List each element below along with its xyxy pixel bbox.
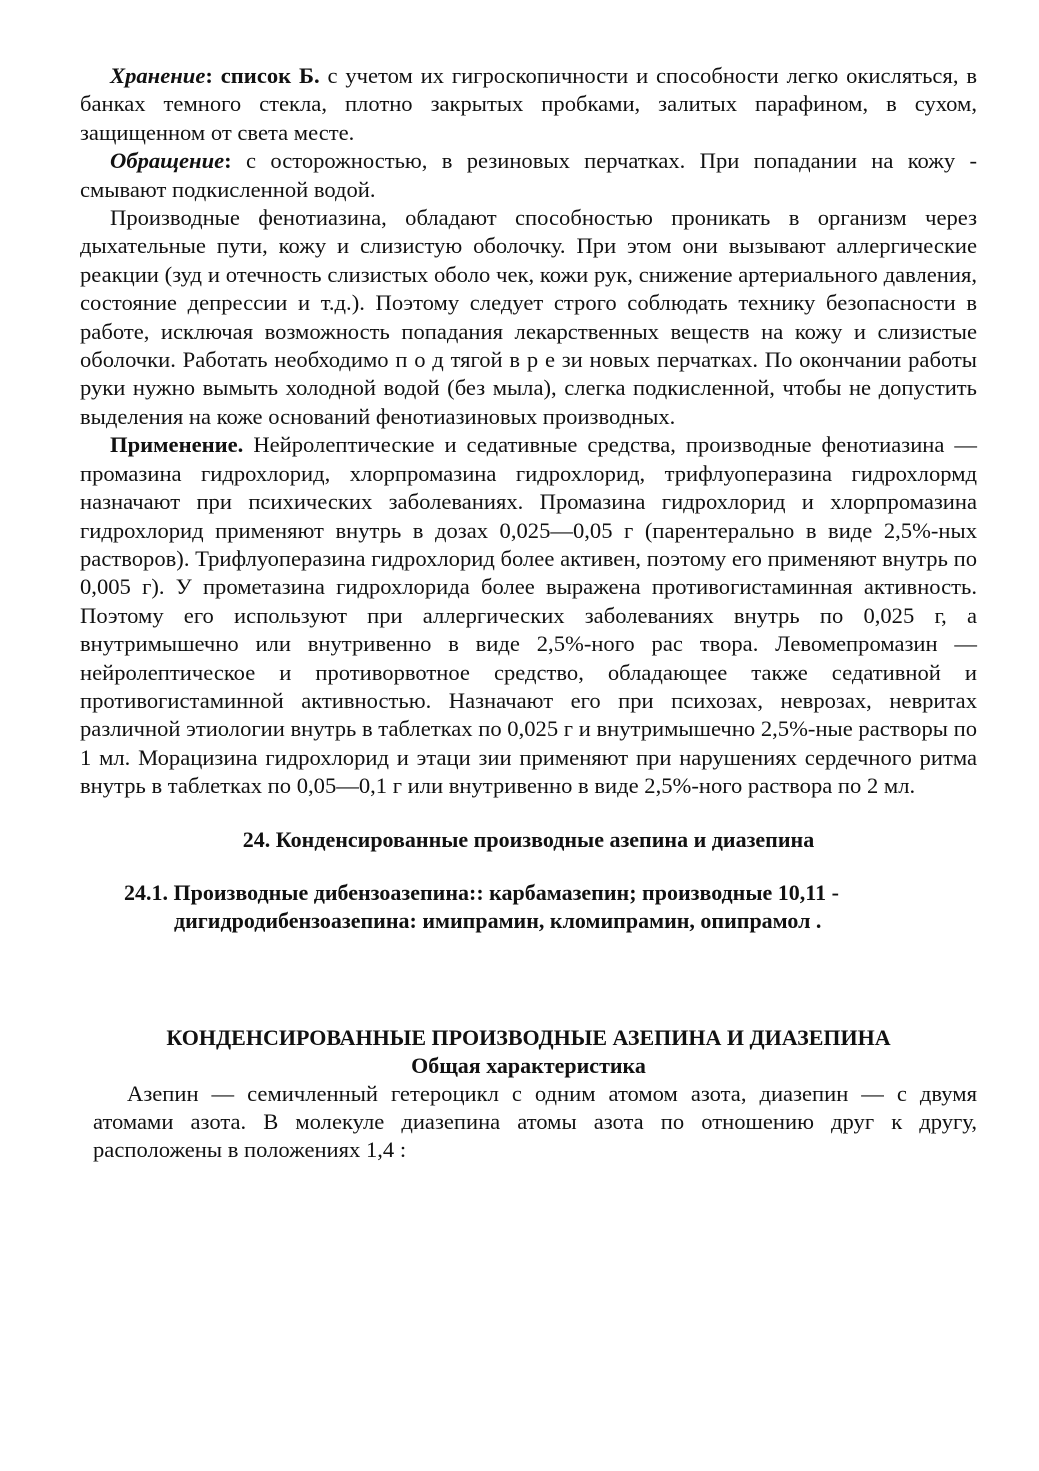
application-text: Нейролептические и седативные средства, производные фенотиазина — промазина гидрохлорид, хлорпромазина гидрохлорид, трифлуоперазина гидрохлормд назначают при психических заболеваниях. Промазина гидрохлорид и хлорпромазина гидрохлорид применяют внутрь в дозах 0,025—0,05 г (парентерально в виде 2,5%-ных растворов). Трифлуоперазина гидрохлорид более активен, поэтому его применяют внутрь по 0,005 г). У прометазина гидрохлорида более выражена противогистаминная активность. Поэтому его используют при аллергических заболеваниях внутрь по 0,025 г, а внутримышечно или внутривенно в виде 2,5%-ного рас твора. Левомепромазин — нейролептическое и противорвотное средство, обладающее также седативной и противогистаминной активностью. Назначают его при психозах, неврозах, невритах различной этиологии внутрь в таблетках по 0,025 г и внутримышечно 2,5%-ные растворы по 1 мл. Морацизина гидрохлорид и этаци зии применяют при нарушениях сердечного ритма внутрь в таблетках по 0,05—0,1 г или внутривенно в виде 2,5%-ного раствора по 2 мл. bbox=[80, 432, 977, 799]
section-24-1-line1: 24.1. Производные дибензоазепина:: карбамазепин; производные 10,11 - bbox=[124, 879, 839, 905]
section-24-heading: 24. Конденсированные производные азепина и диазепина bbox=[242, 826, 815, 852]
storage-colon: : bbox=[205, 63, 213, 88]
storage-paragraph bbox=[80, 62, 977, 147]
application-label: Применение. bbox=[110, 432, 244, 458]
storage-list: список Б. bbox=[212, 63, 320, 88]
safety-paragraph: Производные фенотиазина, обладают способностью проникать в организм через дыхательные пути, кожу и слизистую оболочку. При этом они вызывают аллергические реакции (зуд и отечность слизистых оболо чек, кожи рук, снижение артериального давления, состояние депрессии и т.д.). Поэтому следует строго соблюдать технику безопасности в работе, исключая возможность попадания лекарственных веществ на кожу и слизистые оболочки. Работать необходимо п о д тягой в р е зи новых перчатках. По окончании работы руки нужно вымыть холодной водой (без мыла), слегка подкисленной, чтобы не допустить выделения на коже оснований фенотиазиновых производных. bbox=[80, 205, 977, 429]
chapter-title: КОНДЕНСИРОВАННЫЕ ПРОИЗВОДНЫЕ АЗЕПИНА И ДИАЗЕПИНА bbox=[166, 1024, 891, 1050]
chapter-subtitle: Общая характеристика bbox=[411, 1052, 646, 1078]
handling-text: с осторожностью, в резиновых перчатках. При попадании на кожу - смывают подкисленной водой. bbox=[80, 148, 977, 202]
handling-label: Обращение bbox=[110, 148, 225, 174]
document-page bbox=[80, 62, 977, 1165]
handling-paragraph bbox=[80, 147, 977, 204]
section-24-1-heading bbox=[80, 879, 977, 936]
storage-label: Хранение bbox=[110, 63, 206, 88]
storage-text: с учетом их гигроскопичности и способности легко окисляться, в банках темного стекла, плотно закрытых пробками, залитых парафином, в сухом, защищенном от света месте. bbox=[80, 63, 977, 145]
chapter-intro-paragraph: Азепин — семичленный гетероцикл с одним атомом азота, диазепин — с двумя атомами азота. В молекуле диазепина атомы азота по отношению друг к другу, расположены в положениях 1,4 : bbox=[93, 1080, 977, 1163]
application-paragraph bbox=[80, 431, 977, 800]
handling-colon: : bbox=[224, 148, 232, 174]
section-24-1-line2: дигидродибензоазепина: имипрамин, кломипрамин, опипрамол . bbox=[174, 908, 822, 934]
